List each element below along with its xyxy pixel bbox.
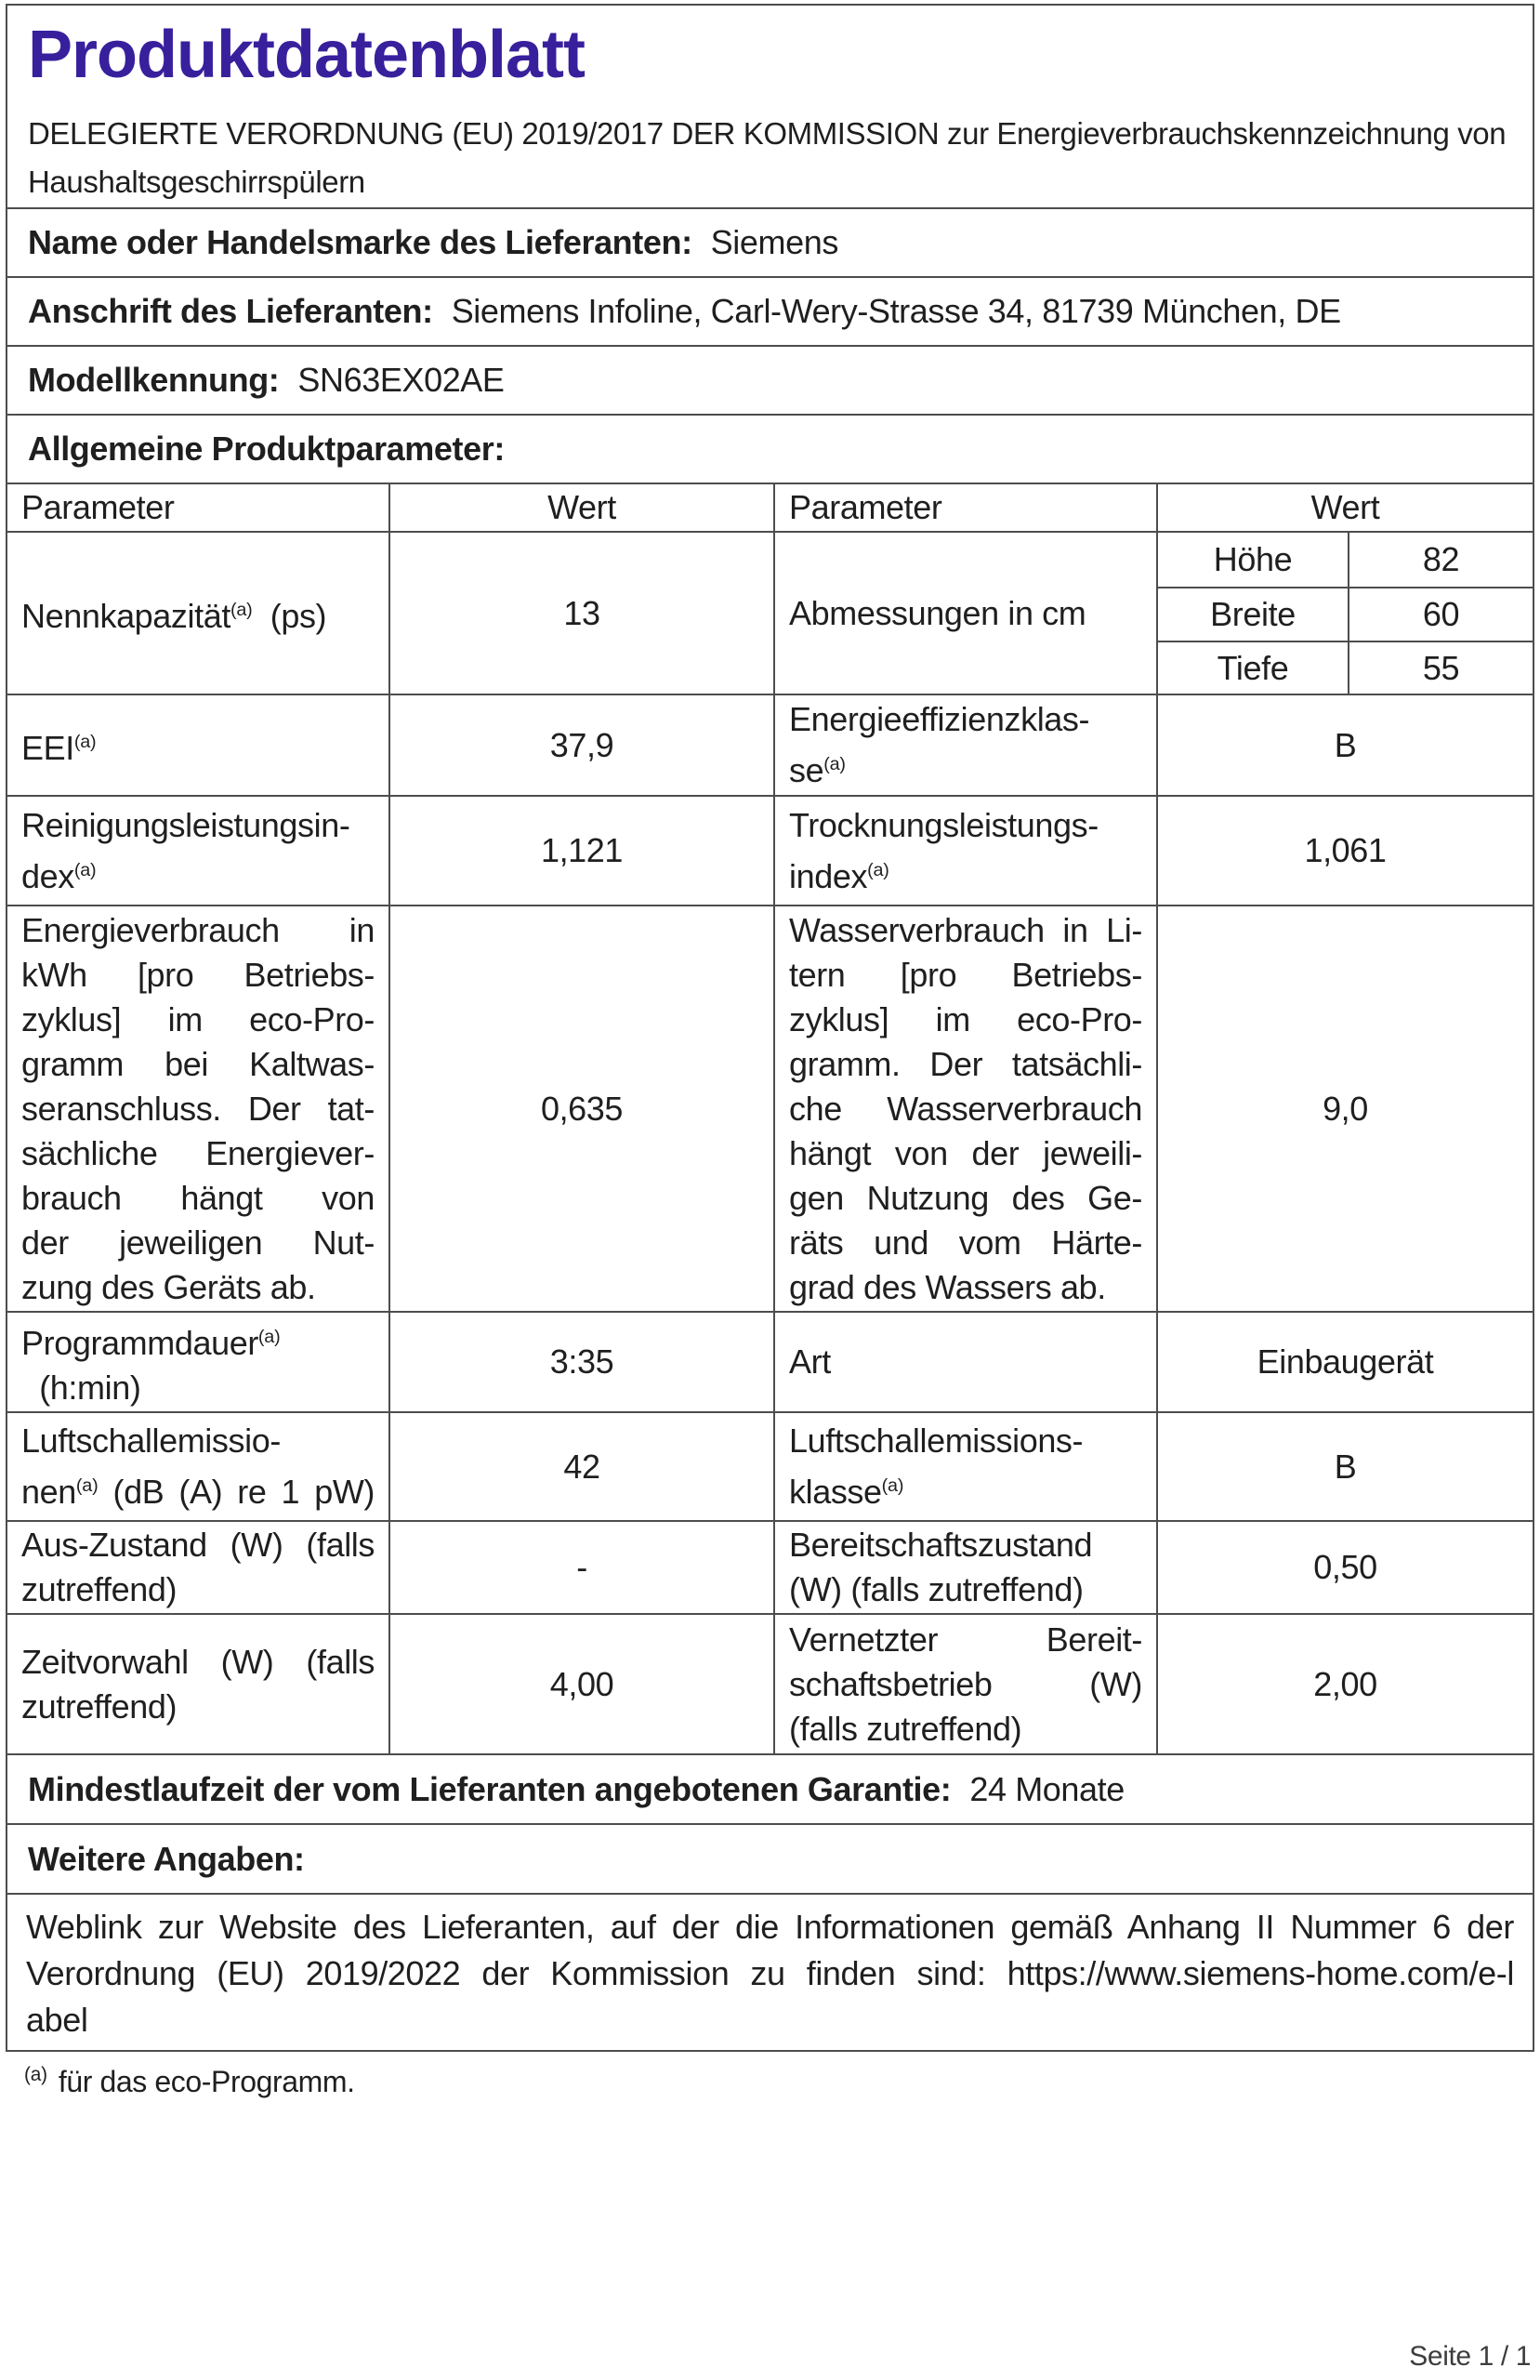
cell-eei-value: 37,9 bbox=[390, 695, 775, 797]
cell-vernetzter-label: Vernetzter Bereit- schaftsbetrieb (W) (falls zutreffend) bbox=[775, 1615, 1158, 1753]
cell-bereitschaft-label: Bereitschaftszustand (W) (falls zutreffend) bbox=[775, 1522, 1158, 1615]
subtitle-line: DELEGIERTE VERORDNUNG (EU) 2019/2017 DER KOMMISSION zur Energieverbrauchskennzeichnung von bbox=[28, 116, 1507, 151]
cell-energieverbrauch-label: Energieverbrauch in kWh [pro Betriebs- zyklus] im eco-Pro- gramm bei Kaltwas- seranschluss. Der tat- sächliche Energiever- brauch hängt von der jeweiligen Nut- zung des Geräts ab. bbox=[7, 906, 390, 1313]
cell-art-value: Einbaugerät bbox=[1158, 1313, 1533, 1413]
supplier-name-label: Name oder Handelsmarke des Lieferanten: bbox=[28, 223, 692, 261]
subtitle-line: Haushaltsgeschirrspülern bbox=[28, 165, 365, 199]
cell-reinigungsindex-label: Reinigungsleistungsin- dex$^{(a)}$ bbox=[7, 797, 390, 906]
cell-nennkapazitaet-value: 13 bbox=[390, 533, 775, 695]
cell-programmdauer-value: 3:35 bbox=[390, 1313, 775, 1413]
cell-trocknungsindex-label: Trocknungsleistungs- index$^{(a)}$ bbox=[775, 797, 1158, 906]
model-id-value: SN63EX02AE bbox=[297, 361, 505, 399]
model-id-label: Modellkennung: bbox=[28, 361, 280, 399]
general-parameters-label: Allgemeine Produktparameter: bbox=[28, 430, 505, 468]
cell-bereitschaft-value: 0,50 bbox=[1158, 1522, 1533, 1615]
model-id-row bbox=[7, 347, 1533, 416]
cell-wasserverbrauch-label: Wasserverbrauch in Li- tern [pro Betriebs- zyklus] im eco-Pro- gramm. Der tatsächli- che Wasserverbrauch hängt von der jeweili- gen Nutzung des Ge- räts und vom Härte- grad des Wassers ab. bbox=[775, 906, 1158, 1313]
warranty-row bbox=[7, 1755, 1533, 1825]
supplier-name-value: Siemens bbox=[710, 223, 838, 261]
col-header-parameter-1: Parameter bbox=[7, 484, 390, 533]
cell-abmessungen-label: Abmessungen in cm bbox=[775, 533, 1158, 695]
cell-zeitvorwahl-label: Zeitvorwahl (W) (falls zutreffend) bbox=[7, 1615, 390, 1753]
more-info-row bbox=[7, 1825, 1533, 1895]
cell-reinigungsindex-value: 1,121 bbox=[390, 797, 775, 906]
cell-trocknungsindex-value: 1,061 bbox=[1158, 797, 1533, 906]
general-parameters-row bbox=[7, 416, 1533, 484]
cell-dim-breite-value: 60 bbox=[1349, 588, 1533, 642]
col-header-parameter-2: Parameter bbox=[775, 484, 1158, 533]
cell-luftschallklasse-value: B bbox=[1158, 1413, 1533, 1522]
supplier-address-label: Anschrift des Lieferanten: bbox=[28, 292, 433, 330]
cell-dim-hoehe-label: Höhe bbox=[1158, 533, 1349, 588]
supplier-name-row bbox=[7, 209, 1533, 278]
cell-wasserverbrauch-value: 9,0 bbox=[1158, 906, 1533, 1313]
col-header-wert-2: Wert bbox=[1158, 484, 1533, 533]
cell-effizienzklasse-label: Energieeffizienzklas- $se^{(a)}$ bbox=[775, 695, 1158, 797]
cell-dim-tiefe-value: 55 bbox=[1349, 642, 1533, 695]
eco-programme-footnote bbox=[24, 2064, 355, 2099]
cell-art-label: Art bbox=[775, 1313, 1158, 1413]
footnote-marker: (a) bbox=[24, 2064, 47, 2085]
cell-nennkapazitaet-label: Nennkapazität$^{(a)}$ (ps) bbox=[7, 533, 390, 695]
cell-energieverbrauch-value: 0,635 bbox=[390, 906, 775, 1313]
cell-dim-tiefe-label: Tiefe bbox=[1158, 642, 1349, 695]
more-info-label: Weitere Angaben: bbox=[28, 1839, 305, 1878]
cell-dim-breite-label: Breite bbox=[1158, 588, 1349, 642]
supplier-address-row bbox=[7, 278, 1533, 347]
cell-programmdauer-label: Programmdauer$^{(a)}$ (h:min) bbox=[7, 1313, 390, 1413]
weblink-text: Weblink zur Website des Lieferanten, auf der die Informationen gemäß Anhang II Nummer 6 der Verordnung (EU) 2019/2022 der Kommission zu finden sind: https://www.siemens-home.com/e-l abel bbox=[26, 1908, 1514, 2039]
cell-effizienzklasse-value: B bbox=[1158, 695, 1533, 797]
cell-luftschall-value: 42 bbox=[390, 1413, 775, 1522]
cell-luftschallklasse-label: Luftschallemissions- klasse$^{(a)}$ bbox=[775, 1413, 1158, 1522]
cell-auszustand-value: - bbox=[390, 1522, 775, 1615]
cell-vernetzter-value: 2,00 bbox=[1313, 1664, 1377, 1703]
parameters-table bbox=[7, 484, 1533, 1755]
warranty-value: 24 Monate bbox=[969, 1769, 1125, 1808]
footnote-text: für das eco-Programm. bbox=[58, 2064, 355, 2098]
page-number: Seite 1 / 1 bbox=[1409, 2341, 1531, 2372]
cell-dim-hoehe-value: 82 bbox=[1349, 533, 1533, 588]
page-title: Produktdatenblatt bbox=[28, 18, 586, 92]
regulation-subtitle bbox=[28, 110, 1512, 206]
col-header-wert-1: Wert bbox=[390, 484, 775, 533]
product-datasheet bbox=[6, 4, 1534, 2052]
cell-auszustand-label: Aus-Zustand (W) (falls zutreffend) bbox=[7, 1522, 390, 1615]
cell-eei-label: EEI$^{(a)}$ bbox=[7, 695, 390, 797]
title-block bbox=[7, 6, 1533, 209]
cell-zeitvorwahl-value: 4,00 bbox=[390, 1615, 775, 1753]
warranty-label: Mindestlaufzeit der vom Lieferanten angebotenen Garantie: bbox=[28, 1769, 952, 1808]
supplier-address-value: Siemens Infoline, Carl-Wery-Strasse 34, 81739 München, DE bbox=[451, 292, 1341, 330]
cell-luftschall-label: Luftschallemissio- nen$^{(a)}$ (dB (A) re 1 pW) bbox=[7, 1413, 390, 1522]
